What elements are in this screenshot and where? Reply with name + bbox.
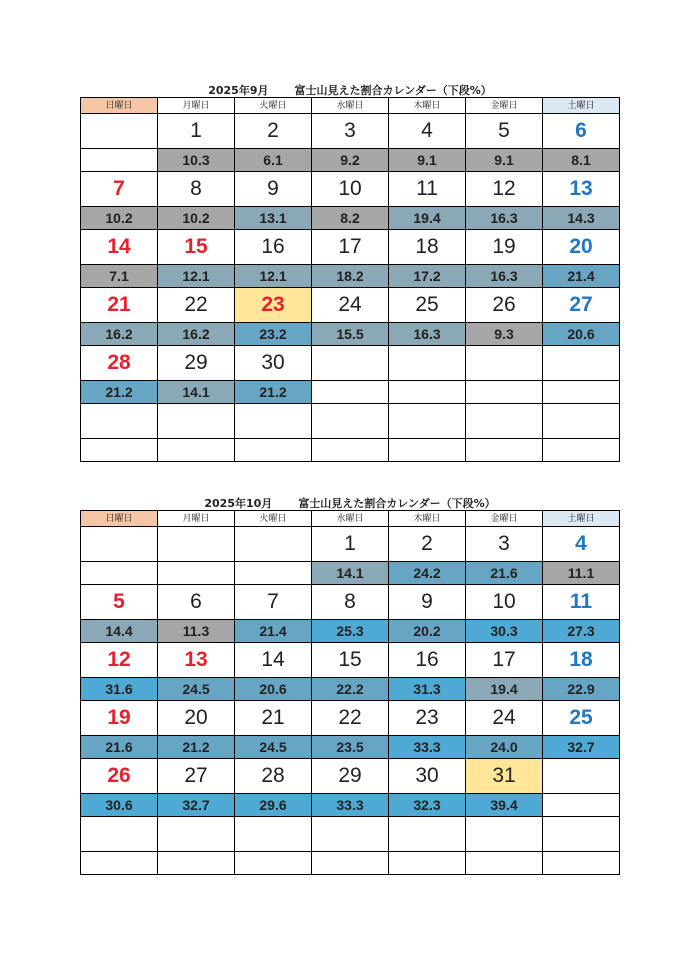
value-cell <box>158 852 235 875</box>
day-cell <box>81 817 158 852</box>
day-cell <box>158 817 235 852</box>
day-cell: 30 <box>235 346 312 381</box>
value-cell: 24.2 <box>389 562 466 585</box>
value-cell <box>543 381 620 404</box>
value-cell: 22.9 <box>543 678 620 701</box>
value-cell: 31.3 <box>389 678 466 701</box>
day-cell: 14 <box>81 230 158 265</box>
value-cell <box>466 381 543 404</box>
value-cell <box>235 562 312 585</box>
value-row <box>81 381 620 404</box>
value-cell: 24.0 <box>466 736 543 759</box>
value-cell: 16.3 <box>466 207 543 230</box>
calendar-title <box>80 497 620 510</box>
value-cell: 14.1 <box>158 381 235 404</box>
value-cell: 12.1 <box>158 265 235 288</box>
value-cell: 8.1 <box>543 149 620 172</box>
day-cell: 29 <box>158 346 235 381</box>
day-cell: 2 <box>235 114 312 149</box>
weekday-wednesday: 水曜日 <box>312 98 389 114</box>
value-cell <box>81 439 158 462</box>
value-cell <box>389 439 466 462</box>
value-cell: 7.1 <box>81 265 158 288</box>
calendar-grid <box>80 97 620 462</box>
weekday-sunday: 日曜日 <box>81 511 158 527</box>
day-row <box>81 585 620 620</box>
value-cell: 16.2 <box>158 323 235 346</box>
value-row <box>81 620 620 643</box>
day-cell: 26 <box>81 759 158 794</box>
value-cell: 13.1 <box>235 207 312 230</box>
day-cell: 3 <box>312 114 389 149</box>
day-cell <box>235 817 312 852</box>
day-cell: 5 <box>466 114 543 149</box>
day-cell: 2 <box>389 527 466 562</box>
day-cell <box>543 404 620 439</box>
day-cell: 27 <box>543 288 620 323</box>
day-cell <box>389 346 466 381</box>
day-cell: 27 <box>158 759 235 794</box>
value-cell <box>81 852 158 875</box>
day-cell <box>466 346 543 381</box>
value-cell <box>543 794 620 817</box>
value-cell: 21.2 <box>81 381 158 404</box>
value-cell <box>543 439 620 462</box>
day-cell: 17 <box>466 643 543 678</box>
day-cell: 1 <box>312 527 389 562</box>
value-row <box>81 323 620 346</box>
value-cell: 21.6 <box>81 736 158 759</box>
day-cell: 9 <box>389 585 466 620</box>
value-row <box>81 562 620 585</box>
day-cell <box>389 404 466 439</box>
day-cell: 29 <box>312 759 389 794</box>
day-cell: 19 <box>81 701 158 736</box>
day-cell: 17 <box>312 230 389 265</box>
value-cell: 11.1 <box>543 562 620 585</box>
day-cell: 23 <box>389 701 466 736</box>
day-cell: 21 <box>81 288 158 323</box>
weekday-tuesday: 火曜日 <box>235 511 312 527</box>
day-cell <box>543 759 620 794</box>
day-cell: 19 <box>466 230 543 265</box>
value-cell: 12.1 <box>235 265 312 288</box>
weekday-header <box>81 511 620 527</box>
value-cell <box>235 852 312 875</box>
value-cell: 27.3 <box>543 620 620 643</box>
day-cell: 22 <box>158 288 235 323</box>
day-row <box>81 172 620 207</box>
value-cell <box>81 562 158 585</box>
day-cell: 3 <box>466 527 543 562</box>
day-row <box>81 404 620 439</box>
value-cell: 19.4 <box>389 207 466 230</box>
calendar-subtitle: 富士山見えた割合カレンダー（下段%） <box>298 497 496 510</box>
value-row <box>81 794 620 817</box>
month-label: 2025年10月 <box>204 497 273 510</box>
weekday-wednesday: 水曜日 <box>312 511 389 527</box>
value-cell <box>312 439 389 462</box>
weekday-thursday: 木曜日 <box>389 98 466 114</box>
value-cell: 33.3 <box>312 794 389 817</box>
value-cell <box>158 439 235 462</box>
day-cell: 24 <box>466 701 543 736</box>
value-cell: 9.1 <box>389 149 466 172</box>
day-cell <box>312 817 389 852</box>
value-cell: 9.2 <box>312 149 389 172</box>
day-cell <box>312 404 389 439</box>
day-row <box>81 759 620 794</box>
weekday-saturday: 土曜日 <box>543 98 620 114</box>
day-cell: 7 <box>81 172 158 207</box>
value-cell <box>81 149 158 172</box>
value-cell: 14.4 <box>81 620 158 643</box>
day-cell: 26 <box>466 288 543 323</box>
value-cell: 9.1 <box>466 149 543 172</box>
value-cell: 10.2 <box>81 207 158 230</box>
value-cell: 16.3 <box>466 265 543 288</box>
day-cell <box>81 404 158 439</box>
day-cell <box>235 404 312 439</box>
value-cell: 24.5 <box>235 736 312 759</box>
day-row <box>81 527 620 562</box>
day-cell: 9 <box>235 172 312 207</box>
value-row <box>81 678 620 701</box>
day-cell: 1 <box>158 114 235 149</box>
value-cell <box>543 852 620 875</box>
value-cell: 9.3 <box>466 323 543 346</box>
value-cell: 29.6 <box>235 794 312 817</box>
weekday-header <box>81 98 620 114</box>
day-cell: 8 <box>158 172 235 207</box>
value-cell: 14.1 <box>312 562 389 585</box>
day-cell: 12 <box>466 172 543 207</box>
calendar-september <box>80 84 620 462</box>
day-cell: 24 <box>312 288 389 323</box>
day-cell <box>389 817 466 852</box>
value-cell: 23.2 <box>235 323 312 346</box>
value-cell <box>389 852 466 875</box>
weekday-monday: 月曜日 <box>158 511 235 527</box>
day-cell <box>312 346 389 381</box>
value-cell: 18.2 <box>312 265 389 288</box>
value-cell: 21.4 <box>543 265 620 288</box>
day-row <box>81 114 620 149</box>
weekday-tuesday: 火曜日 <box>235 98 312 114</box>
day-cell: 10 <box>466 585 543 620</box>
value-cell: 39.4 <box>466 794 543 817</box>
day-cell: 28 <box>235 759 312 794</box>
value-cell: 24.5 <box>158 678 235 701</box>
calendar-october <box>80 497 620 875</box>
value-cell <box>312 852 389 875</box>
day-cell: 14 <box>235 643 312 678</box>
value-cell: 33.3 <box>389 736 466 759</box>
day-row <box>81 288 620 323</box>
value-cell: 21.4 <box>235 620 312 643</box>
day-cell <box>81 527 158 562</box>
calendar-grid <box>80 510 620 875</box>
value-cell: 21.2 <box>158 736 235 759</box>
value-cell <box>389 381 466 404</box>
value-cell: 22.2 <box>312 678 389 701</box>
day-cell <box>466 404 543 439</box>
value-cell: 16.3 <box>389 323 466 346</box>
day-row <box>81 701 620 736</box>
value-cell: 32.7 <box>543 736 620 759</box>
day-cell <box>466 817 543 852</box>
value-cell: 20.2 <box>389 620 466 643</box>
weekday-thursday: 木曜日 <box>389 511 466 527</box>
value-cell: 8.2 <box>312 207 389 230</box>
day-cell <box>543 346 620 381</box>
day-cell: 4 <box>389 114 466 149</box>
day-cell <box>158 527 235 562</box>
day-cell: 6 <box>158 585 235 620</box>
value-cell: 20.6 <box>235 678 312 701</box>
value-cell: 30.3 <box>466 620 543 643</box>
day-cell <box>81 114 158 149</box>
value-cell <box>466 852 543 875</box>
value-cell: 21.2 <box>235 381 312 404</box>
day-cell: 16 <box>235 230 312 265</box>
day-cell: 11 <box>543 585 620 620</box>
value-cell: 6.1 <box>235 149 312 172</box>
day-cell: 7 <box>235 585 312 620</box>
day-cell <box>235 527 312 562</box>
value-row <box>81 852 620 875</box>
day-cell: 18 <box>389 230 466 265</box>
value-cell: 17.2 <box>389 265 466 288</box>
day-cell: 21 <box>235 701 312 736</box>
value-cell: 21.6 <box>466 562 543 585</box>
month-label: 2025年9月 <box>208 84 269 97</box>
day-cell: 15 <box>312 643 389 678</box>
value-cell: 20.6 <box>543 323 620 346</box>
day-row <box>81 643 620 678</box>
day-row <box>81 346 620 381</box>
value-cell: 10.3 <box>158 149 235 172</box>
value-cell: 15.5 <box>312 323 389 346</box>
day-cell: 30 <box>389 759 466 794</box>
value-row <box>81 149 620 172</box>
calendar-title <box>80 84 620 97</box>
day-cell: 28 <box>81 346 158 381</box>
day-row <box>81 817 620 852</box>
day-cell: 25 <box>389 288 466 323</box>
day-cell: 6 <box>543 114 620 149</box>
weekday-saturday: 土曜日 <box>543 511 620 527</box>
day-cell <box>543 817 620 852</box>
value-row <box>81 207 620 230</box>
day-cell: 15 <box>158 230 235 265</box>
value-cell: 10.2 <box>158 207 235 230</box>
day-cell: 22 <box>312 701 389 736</box>
value-cell: 16.2 <box>81 323 158 346</box>
value-cell <box>235 439 312 462</box>
day-cell: 10 <box>312 172 389 207</box>
value-cell: 30.6 <box>81 794 158 817</box>
calendar-subtitle: 富士山見えた割合カレンダー（下段%） <box>294 84 492 97</box>
value-cell: 32.3 <box>389 794 466 817</box>
day-cell: 4 <box>543 527 620 562</box>
weekday-monday: 月曜日 <box>158 98 235 114</box>
weekday-friday: 金曜日 <box>466 98 543 114</box>
day-cell <box>158 404 235 439</box>
value-cell <box>466 439 543 462</box>
day-cell: 20 <box>158 701 235 736</box>
day-cell-highlighted: 23 <box>235 288 312 323</box>
day-cell: 13 <box>158 643 235 678</box>
value-cell: 31.6 <box>81 678 158 701</box>
value-cell: 25.3 <box>312 620 389 643</box>
value-row <box>81 439 620 462</box>
weekday-friday: 金曜日 <box>466 511 543 527</box>
value-cell: 32.7 <box>158 794 235 817</box>
day-row <box>81 230 620 265</box>
weekday-sunday: 日曜日 <box>81 98 158 114</box>
day-cell-highlighted: 31 <box>466 759 543 794</box>
day-cell: 11 <box>389 172 466 207</box>
day-cell: 13 <box>543 172 620 207</box>
value-cell: 11.3 <box>158 620 235 643</box>
day-cell: 25 <box>543 701 620 736</box>
day-cell: 8 <box>312 585 389 620</box>
value-cell <box>312 381 389 404</box>
value-cell: 23.5 <box>312 736 389 759</box>
value-row <box>81 265 620 288</box>
day-cell: 12 <box>81 643 158 678</box>
value-cell: 14.3 <box>543 207 620 230</box>
day-cell: 20 <box>543 230 620 265</box>
value-cell: 19.4 <box>466 678 543 701</box>
value-cell <box>158 562 235 585</box>
day-cell: 16 <box>389 643 466 678</box>
value-row <box>81 736 620 759</box>
day-cell: 5 <box>81 585 158 620</box>
day-cell: 18 <box>543 643 620 678</box>
